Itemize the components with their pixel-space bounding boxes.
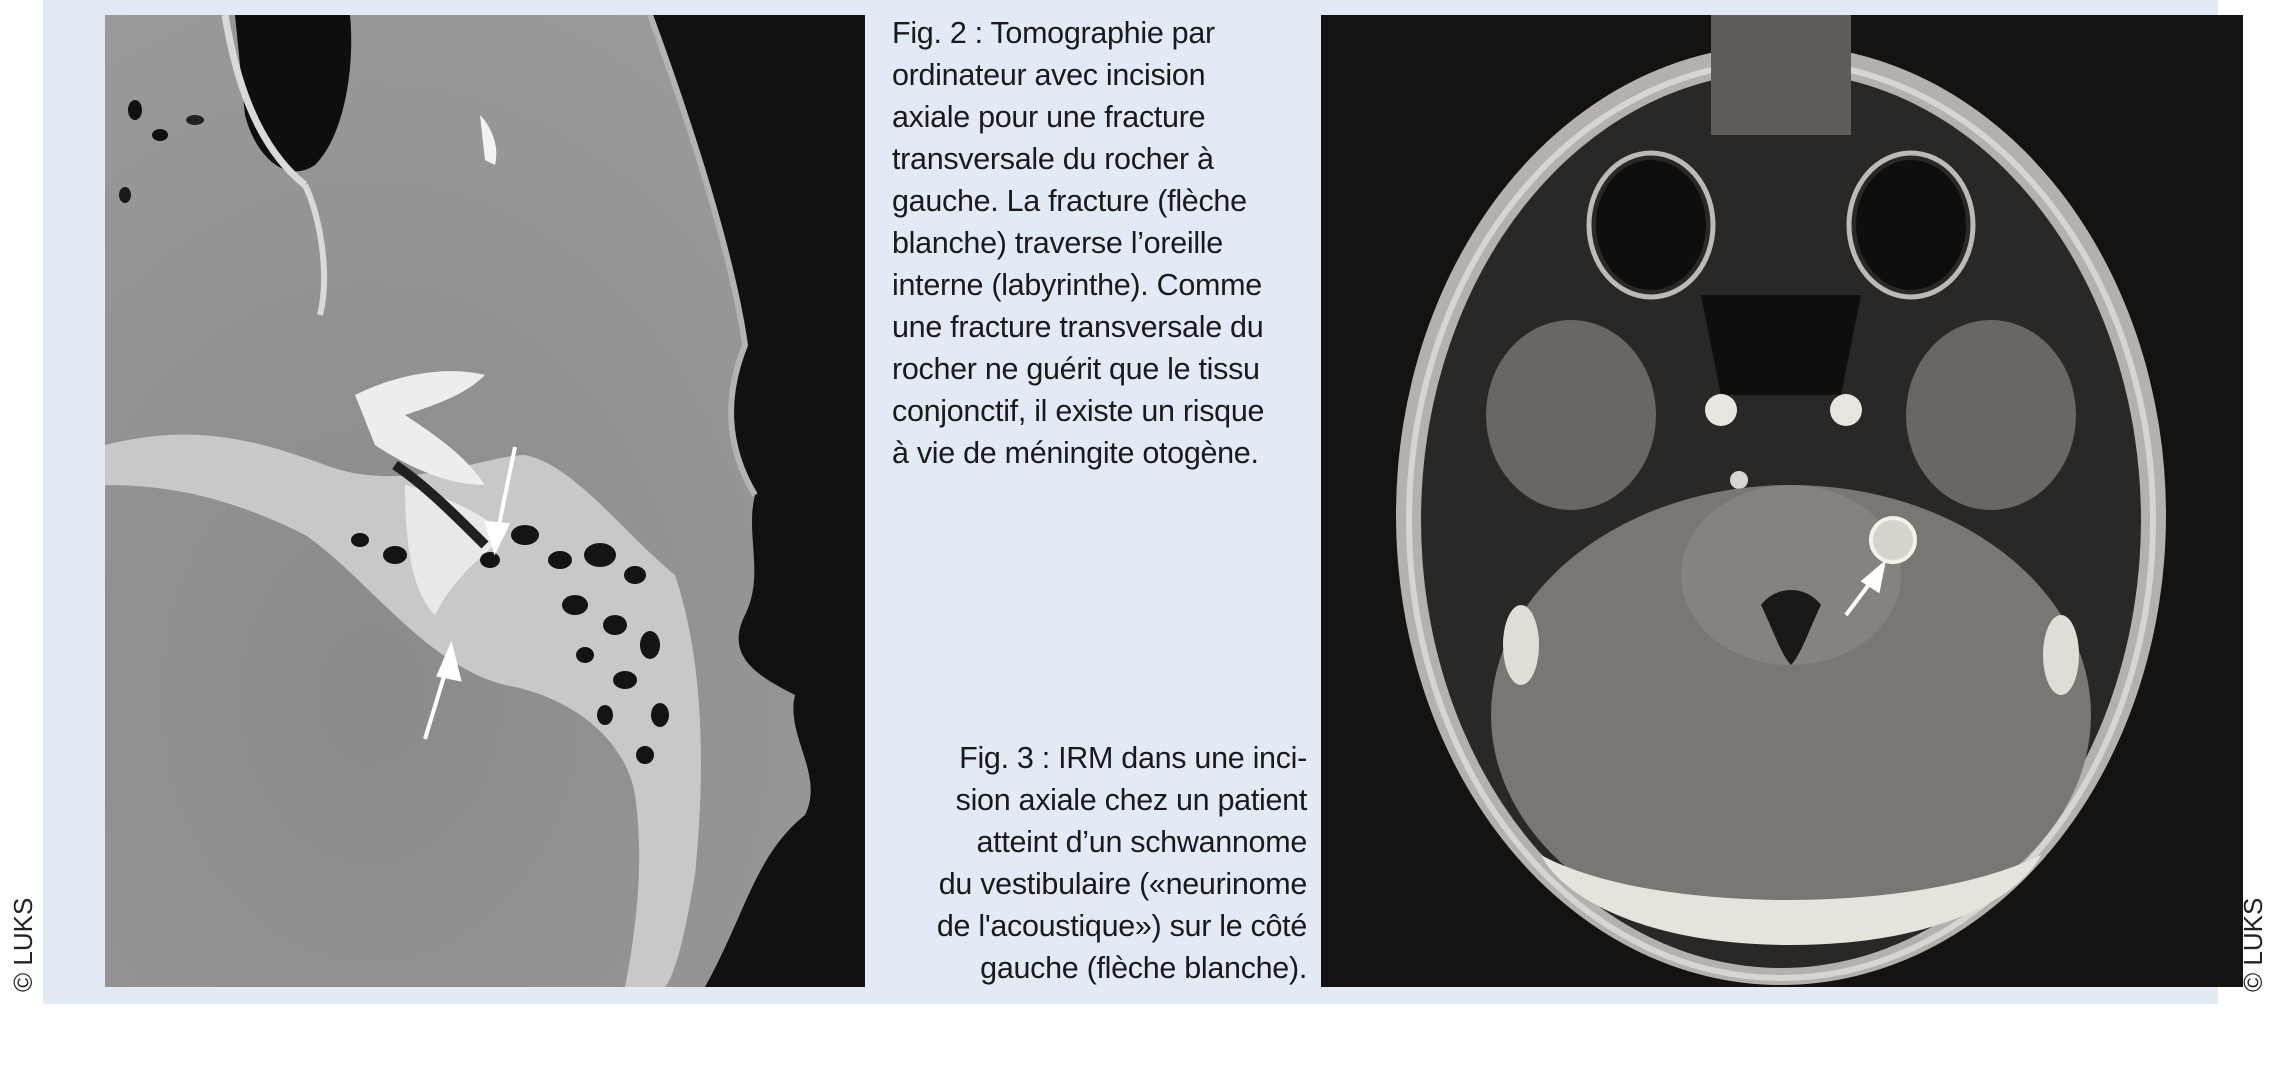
ct-scan-image (105, 15, 865, 987)
figure-panel (43, 0, 2218, 1004)
credit-left: © LUKS (8, 897, 38, 992)
credit-right: © LUKS (2238, 897, 2268, 992)
fig3-caption: Fig. 3 : IRM dans une inci- sion axiale chez un patient atteint d’un schwannome du vestibulaire («neurinome de l'acoustique») sur le côté gauche (flèche blanche). (936, 741, 1307, 985)
fig2-caption: Fig. 2 : Tomographie par ordinateur avec incision axiale pour une fracture transversale du rocher à gauche. La fracture (flèche blanche) traverse l’oreille interne (labyrinthe). Comme une fracture transversale du rocher ne guérit que le tissu conjonctif, il existe un risque à vie de méningite otogène. (892, 16, 1265, 470)
mri-scan-image (1321, 15, 2243, 987)
